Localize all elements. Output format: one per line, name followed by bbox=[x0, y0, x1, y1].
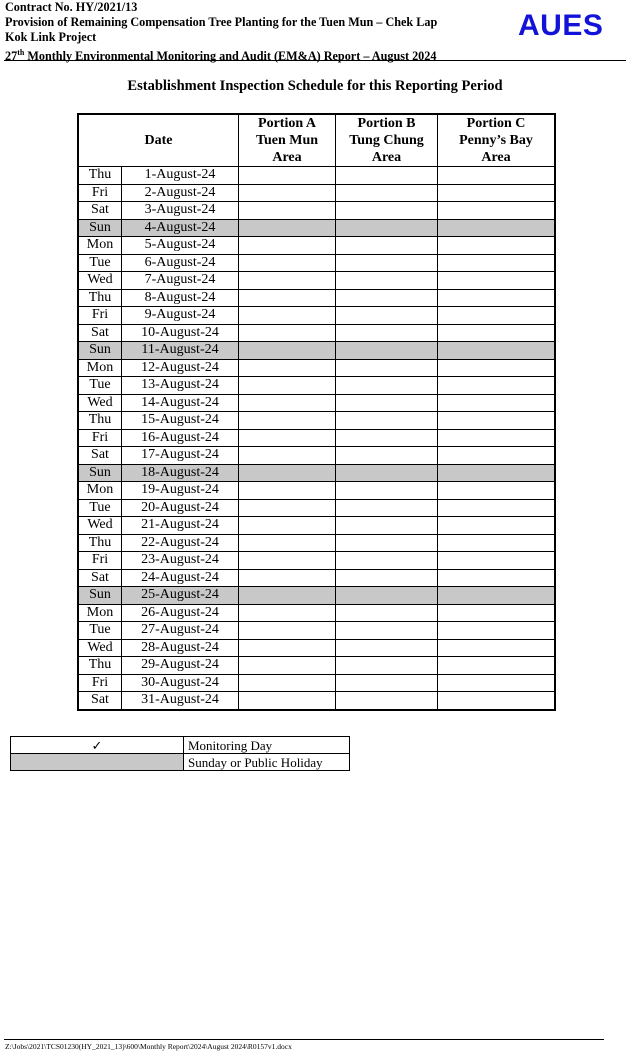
portion-a-cell bbox=[239, 272, 336, 290]
date-cell: 16-August-24 bbox=[122, 429, 239, 447]
inspection-schedule-table bbox=[77, 113, 556, 711]
date-cell: 3-August-24 bbox=[122, 202, 239, 220]
portion-c-cell bbox=[438, 359, 556, 377]
portion-a-cell bbox=[239, 622, 336, 640]
portion-c-cell bbox=[438, 394, 556, 412]
portion-b-cell bbox=[336, 604, 438, 622]
table-row bbox=[78, 657, 555, 675]
day-cell: Thu bbox=[78, 167, 122, 185]
day-cell: Wed bbox=[78, 517, 122, 535]
table-row bbox=[78, 464, 555, 482]
day-cell: Wed bbox=[78, 272, 122, 290]
day-cell: Sun bbox=[78, 342, 122, 360]
date-cell: 1-August-24 bbox=[122, 167, 239, 185]
day-cell: Fri bbox=[78, 429, 122, 447]
date-cell: 18-August-24 bbox=[122, 464, 239, 482]
day-cell: Fri bbox=[78, 307, 122, 325]
table-row bbox=[78, 289, 555, 307]
portion-b-cell bbox=[336, 692, 438, 710]
portion-b-cell bbox=[336, 307, 438, 325]
portion-c-cell bbox=[438, 447, 556, 465]
table-row bbox=[78, 394, 555, 412]
portion-b-cell bbox=[336, 517, 438, 535]
day-cell: Sun bbox=[78, 587, 122, 605]
portion-c-cell bbox=[438, 552, 556, 570]
portion-b-cell bbox=[336, 219, 438, 237]
date-cell: 31-August-24 bbox=[122, 692, 239, 710]
portion-b-header-line3: Area bbox=[371, 150, 402, 165]
date-cell: 24-August-24 bbox=[122, 569, 239, 587]
portion-b-cell bbox=[336, 412, 438, 430]
table-row bbox=[78, 324, 555, 342]
portion-b-cell bbox=[336, 674, 438, 692]
portion-c-cell bbox=[438, 657, 556, 675]
day-cell: Thu bbox=[78, 534, 122, 552]
legend-row-holiday bbox=[11, 754, 350, 771]
report-header bbox=[5, 0, 505, 64]
portion-b-cell bbox=[336, 499, 438, 517]
day-cell: Tue bbox=[78, 377, 122, 395]
portion-b-cell bbox=[336, 167, 438, 185]
date-cell: 27-August-24 bbox=[122, 622, 239, 640]
day-cell: Thu bbox=[78, 412, 122, 430]
table-row bbox=[78, 377, 555, 395]
date-cell: 13-August-24 bbox=[122, 377, 239, 395]
portion-c-cell bbox=[438, 377, 556, 395]
portion-c-cell bbox=[438, 219, 556, 237]
portion-c-cell bbox=[438, 674, 556, 692]
file-path-footer: Z:\Jobs\2021\TCS01230(HY_2021_13)\600\Monthly Report\2024\August 2024\R0157v1.docx bbox=[5, 1042, 292, 1051]
table-row bbox=[78, 622, 555, 640]
portion-b-cell bbox=[336, 289, 438, 307]
portion-c-header-line3: Area bbox=[481, 150, 511, 165]
portion-b-cell bbox=[336, 552, 438, 570]
date-cell: 12-August-24 bbox=[122, 359, 239, 377]
holiday-swatch bbox=[11, 754, 184, 771]
day-cell: Fri bbox=[78, 552, 122, 570]
portion-c-cell bbox=[438, 499, 556, 517]
portion-c-cell bbox=[438, 692, 556, 710]
report-title-text: Monthly Environmental Monitoring and Audit (EM&A) Report – August 2024 bbox=[24, 49, 437, 64]
portion-b-cell bbox=[336, 639, 438, 657]
portion-b-cell bbox=[336, 342, 438, 360]
legend-row-monitoring bbox=[11, 737, 350, 754]
portion-a-cell bbox=[239, 289, 336, 307]
date-column-header: Date bbox=[78, 114, 239, 167]
table-row bbox=[78, 237, 555, 255]
portion-c-cell bbox=[438, 412, 556, 430]
footer-divider bbox=[4, 1039, 604, 1040]
day-cell: Tue bbox=[78, 499, 122, 517]
table-row bbox=[78, 674, 555, 692]
portion-c-cell bbox=[438, 639, 556, 657]
portion-b-cell bbox=[336, 657, 438, 675]
portion-a-cell bbox=[239, 552, 336, 570]
header-divider bbox=[4, 60, 626, 61]
portion-a-cell bbox=[239, 499, 336, 517]
table-row bbox=[78, 639, 555, 657]
check-icon: ✓ bbox=[11, 737, 184, 754]
legend-monitoring-label: Monitoring Day bbox=[184, 737, 350, 754]
portion-a-cell bbox=[239, 639, 336, 657]
portion-c-header-line2: Penny’s Bay bbox=[459, 133, 533, 148]
portion-b-header bbox=[336, 114, 438, 167]
portion-a-cell bbox=[239, 324, 336, 342]
portion-a-cell bbox=[239, 482, 336, 500]
day-cell: Thu bbox=[78, 657, 122, 675]
day-cell: Wed bbox=[78, 394, 122, 412]
table-row bbox=[78, 447, 555, 465]
project-title-line2: Kok Link Project bbox=[5, 30, 97, 44]
portion-a-cell bbox=[239, 237, 336, 255]
portion-a-cell bbox=[239, 307, 336, 325]
day-cell: Wed bbox=[78, 639, 122, 657]
portion-a-header-line3: Area bbox=[272, 150, 302, 165]
date-cell: 10-August-24 bbox=[122, 324, 239, 342]
portion-a-header bbox=[239, 114, 336, 167]
date-cell: 11-August-24 bbox=[122, 342, 239, 360]
portion-c-cell bbox=[438, 184, 556, 202]
portion-a-cell bbox=[239, 674, 336, 692]
portion-a-cell bbox=[239, 429, 336, 447]
day-cell: Sat bbox=[78, 447, 122, 465]
portion-c-cell bbox=[438, 429, 556, 447]
date-cell: 28-August-24 bbox=[122, 639, 239, 657]
portion-b-cell bbox=[336, 359, 438, 377]
portion-b-cell bbox=[336, 202, 438, 220]
date-cell: 7-August-24 bbox=[122, 272, 239, 290]
portion-c-cell bbox=[438, 289, 556, 307]
portion-a-cell bbox=[239, 219, 336, 237]
day-cell: Mon bbox=[78, 237, 122, 255]
portion-b-cell bbox=[336, 447, 438, 465]
table-row bbox=[78, 517, 555, 535]
day-cell: Tue bbox=[78, 254, 122, 272]
date-cell: 20-August-24 bbox=[122, 499, 239, 517]
table-row bbox=[78, 184, 555, 202]
table-row bbox=[78, 692, 555, 710]
report-number: 27 bbox=[5, 49, 18, 64]
portion-b-cell bbox=[336, 587, 438, 605]
portion-c-cell bbox=[438, 237, 556, 255]
portion-c-cell bbox=[438, 307, 556, 325]
day-cell: Thu bbox=[78, 289, 122, 307]
portion-c-cell bbox=[438, 482, 556, 500]
portion-c-header bbox=[438, 114, 556, 167]
date-cell: 9-August-24 bbox=[122, 307, 239, 325]
day-cell: Sat bbox=[78, 569, 122, 587]
portion-c-cell bbox=[438, 272, 556, 290]
portion-a-cell bbox=[239, 692, 336, 710]
portion-a-cell bbox=[239, 359, 336, 377]
table-row bbox=[78, 534, 555, 552]
schedule-rows bbox=[78, 167, 555, 710]
portion-a-cell bbox=[239, 604, 336, 622]
portion-c-cell bbox=[438, 517, 556, 535]
portion-b-cell bbox=[336, 237, 438, 255]
portion-a-cell bbox=[239, 167, 336, 185]
table-row bbox=[78, 499, 555, 517]
portion-b-cell bbox=[336, 254, 438, 272]
portion-b-header-line1: Portion B bbox=[357, 116, 416, 131]
report-number-suffix: th bbox=[17, 48, 25, 57]
day-cell: Mon bbox=[78, 482, 122, 500]
portion-a-cell bbox=[239, 412, 336, 430]
date-cell: 22-August-24 bbox=[122, 534, 239, 552]
table-row bbox=[78, 202, 555, 220]
date-cell: 23-August-24 bbox=[122, 552, 239, 570]
portion-b-cell bbox=[336, 377, 438, 395]
portion-b-cell bbox=[336, 184, 438, 202]
portion-c-cell bbox=[438, 254, 556, 272]
date-cell: 21-August-24 bbox=[122, 517, 239, 535]
portion-b-cell bbox=[336, 464, 438, 482]
table-row bbox=[78, 272, 555, 290]
table-row bbox=[78, 569, 555, 587]
date-cell: 26-August-24 bbox=[122, 604, 239, 622]
report-title bbox=[5, 45, 505, 64]
date-cell: 25-August-24 bbox=[122, 587, 239, 605]
table-row bbox=[78, 254, 555, 272]
date-cell: 14-August-24 bbox=[122, 394, 239, 412]
portion-a-cell bbox=[239, 377, 336, 395]
portion-b-cell bbox=[336, 569, 438, 587]
table-header-row bbox=[78, 114, 555, 167]
portion-c-cell bbox=[438, 324, 556, 342]
portion-a-cell bbox=[239, 254, 336, 272]
day-cell: Fri bbox=[78, 674, 122, 692]
portion-a-header-line1: Portion A bbox=[258, 116, 316, 131]
table-row bbox=[78, 307, 555, 325]
date-cell: 17-August-24 bbox=[122, 447, 239, 465]
date-cell: 8-August-24 bbox=[122, 289, 239, 307]
portion-b-cell bbox=[336, 429, 438, 447]
legend-table bbox=[10, 736, 350, 771]
portion-a-cell bbox=[239, 184, 336, 202]
portion-a-cell bbox=[239, 464, 336, 482]
portion-c-cell bbox=[438, 534, 556, 552]
day-cell: Sat bbox=[78, 692, 122, 710]
table-row bbox=[78, 359, 555, 377]
portion-a-cell bbox=[239, 202, 336, 220]
portion-c-header-line1: Portion C bbox=[466, 116, 526, 131]
date-cell: 5-August-24 bbox=[122, 237, 239, 255]
date-cell: 2-August-24 bbox=[122, 184, 239, 202]
table-row bbox=[78, 167, 555, 185]
portion-c-cell bbox=[438, 464, 556, 482]
portion-b-cell bbox=[336, 534, 438, 552]
table-row bbox=[78, 552, 555, 570]
day-cell: Tue bbox=[78, 622, 122, 640]
portion-b-cell bbox=[336, 272, 438, 290]
portion-a-cell bbox=[239, 534, 336, 552]
portion-a-cell bbox=[239, 342, 336, 360]
portion-c-cell bbox=[438, 569, 556, 587]
portion-a-header-line2: Tuen Mun bbox=[255, 133, 319, 148]
contract-number: Contract No. HY/2021/13 bbox=[5, 0, 138, 14]
date-cell: 15-August-24 bbox=[122, 412, 239, 430]
portion-a-cell bbox=[239, 394, 336, 412]
portion-c-cell bbox=[438, 167, 556, 185]
day-cell: Mon bbox=[78, 359, 122, 377]
date-cell: 29-August-24 bbox=[122, 657, 239, 675]
day-cell: Sun bbox=[78, 219, 122, 237]
date-cell: 19-August-24 bbox=[122, 482, 239, 500]
table-row bbox=[78, 412, 555, 430]
portion-c-cell bbox=[438, 587, 556, 605]
day-cell: Sun bbox=[78, 464, 122, 482]
portion-c-cell bbox=[438, 604, 556, 622]
portion-b-cell bbox=[336, 324, 438, 342]
table-row bbox=[78, 342, 555, 360]
portion-a-cell bbox=[239, 517, 336, 535]
table-row bbox=[78, 604, 555, 622]
date-cell: 6-August-24 bbox=[122, 254, 239, 272]
portion-a-cell bbox=[239, 569, 336, 587]
portion-a-cell bbox=[239, 587, 336, 605]
day-cell: Fri bbox=[78, 184, 122, 202]
portion-b-cell bbox=[336, 482, 438, 500]
legend-holiday-label: Sunday or Public Holiday bbox=[184, 754, 350, 771]
date-cell: 30-August-24 bbox=[122, 674, 239, 692]
project-title-line1: Provision of Remaining Compensation Tree Planting for the Tuen Mun – Chek Lap bbox=[5, 15, 438, 29]
portion-a-cell bbox=[239, 447, 336, 465]
table-row bbox=[78, 482, 555, 500]
portion-c-cell bbox=[438, 622, 556, 640]
portion-b-cell bbox=[336, 622, 438, 640]
portion-c-cell bbox=[438, 202, 556, 220]
page-title: Establishment Inspection Schedule for this Reporting Period bbox=[127, 78, 503, 94]
day-cell: Mon bbox=[78, 604, 122, 622]
day-cell: Sat bbox=[78, 202, 122, 220]
portion-b-header-line2: Tung Chung bbox=[349, 133, 424, 148]
table-row bbox=[78, 587, 555, 605]
portion-a-cell bbox=[239, 657, 336, 675]
table-row bbox=[78, 219, 555, 237]
date-cell: 4-August-24 bbox=[122, 219, 239, 237]
day-cell: Sat bbox=[78, 324, 122, 342]
aues-logo: AUES bbox=[518, 9, 604, 42]
portion-c-cell bbox=[438, 342, 556, 360]
portion-b-cell bbox=[336, 394, 438, 412]
table-row bbox=[78, 429, 555, 447]
